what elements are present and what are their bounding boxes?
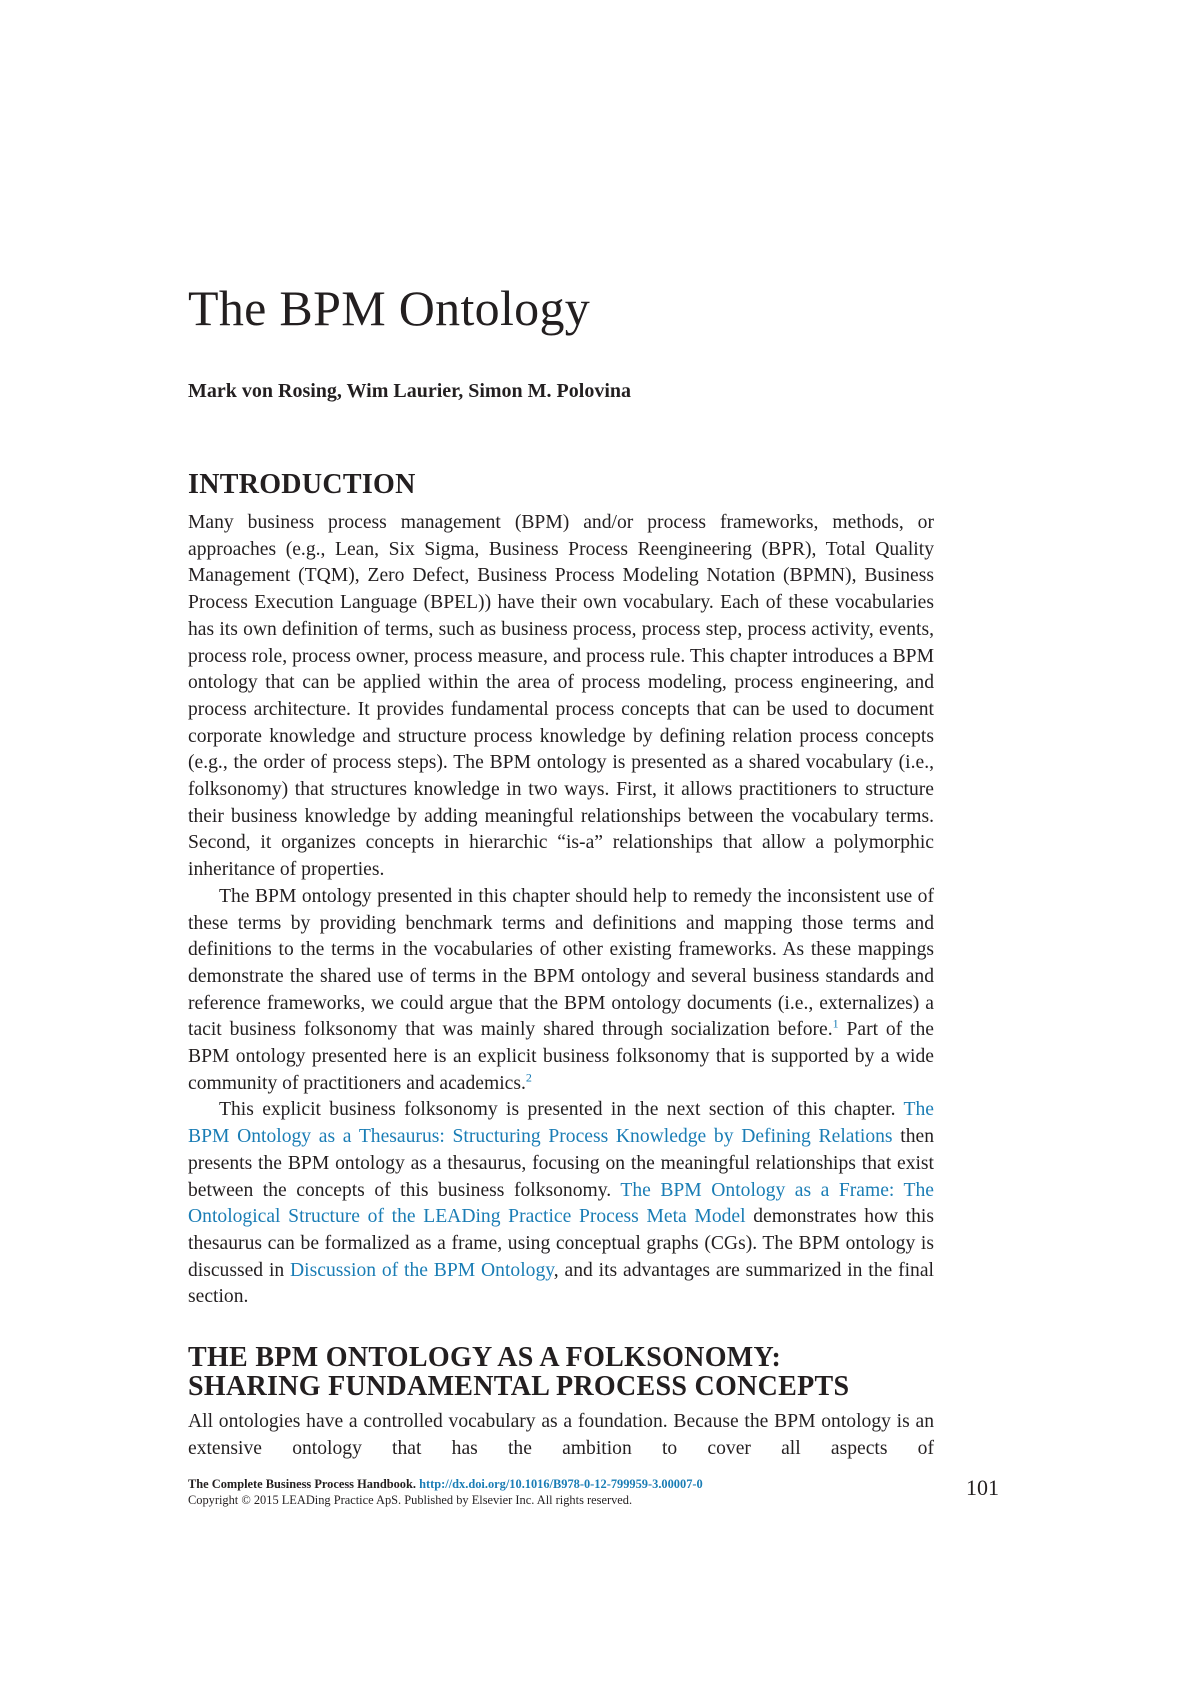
intro-paragraph-1: Many business process management (BPM) and/or process frameworks, methods, or approaches (e.g., Lean, Six Sigma, Business Process Reengineering (BPR), Total Quality Management (TQM), Zero Defect, Business Process Modeling Notation (BPMN), Business Process Execution Language (BPEL)) have their own vocabulary. Each of these vocabularies has its own definition of terms, such as business process, process step, process activity, events, process role, process owner, process measure, and process rule. This chapter introduces a BPM ontology that can be applied within the area of process modeling, process engineering, and process architecture. It provides fundamental process concepts that can be used to document corporate knowledge and structure process knowledge by defining relation process concepts (e.g., the order of process steps). The BPM ontology is presented as a shared vocabulary (i.e., folksonomy) that structures knowledge in two ways. First, it allows practitioners to structure their business knowledge by adding meaningful relationships between the vocabulary terms. Second, it organizes concepts in hierarchic “is-a” relationships that allow a polymorphic inheritance of properties.: [188, 512, 934, 881]
page-title: The BPM Ontology: [188, 280, 591, 336]
intro-paragraph-3-text-b: then presents the BPM ontology as a thesaurus, focusing on the meaningful relationships that exist between the concepts of this business folksonomy.: [188, 1126, 934, 1201]
intro-paragraph-3: [188, 1097, 934, 1311]
introduction-heading: INTRODUCTION: [188, 469, 416, 500]
intro-paragraph-3-text-d: , and its advantages are summarized in the final section.: [188, 1259, 934, 1308]
intro-paragraph-2-text-a: The BPM ontology presented in this chapter should help to remedy the inconsistent use of these terms by providing benchmark terms and definitions and mapping those terms and definitions to the terms in the vocabularies of other existing frameworks. As these mappings demonstrate the shared use of terms in the BPM ontology and several business standards and reference frameworks, we could argue that the BPM ontology documents (i.e., externalizes) a tacit business folksonomy that was mainly shared through socialization before.: [188, 885, 934, 1041]
intro-paragraph-2: [188, 884, 934, 1098]
folksonomy-heading-line-1: THE BPM ONTOLOGY AS A FOLKSONOMY:: [188, 1342, 782, 1373]
folksonomy-section: [188, 1343, 934, 1462]
footer-doi-link[interactable]: http://dx.doi.org/10.1016/B978-0-12-799959-3.00007-0: [419, 1477, 703, 1491]
section-link-discussion[interactable]: Discussion of the BPM Ontology: [290, 1259, 554, 1281]
page-number: 101: [966, 1475, 999, 1500]
intro-paragraph-3-text-a: This explicit business folksonomy is presented in the next section of this chapter.: [219, 1099, 904, 1121]
authors: Mark von Rosing, Wim Laurier, Simon M. Polovina: [188, 380, 632, 402]
page-footer: [188, 1476, 703, 1508]
section-link-thesaurus[interactable]: The BPM Ontology as a Thesaurus: Structuring Process Knowledge by Defining Relations: [188, 1099, 934, 1148]
footer-copyright: Copyright © 2015 LEADing Practice ApS. Published by Elsevier Inc. All rights reserved.: [188, 1493, 633, 1507]
section-link-frame[interactable]: The BPM Ontology as a Frame: The Ontological Structure of the LEADing Practice Process Meta Model: [188, 1179, 934, 1228]
footer-citation: [188, 1476, 703, 1492]
intro-paragraph-3-text-c: demonstrates how this thesaurus can be formalized as a frame, using conceptual graphs (CGs). The BPM ontology is discussed in: [188, 1206, 934, 1281]
footer-book-title: The Complete Business Process Handbook.: [188, 1477, 416, 1491]
footnote-ref-2[interactable]: 2: [525, 1070, 532, 1085]
intro-paragraph-2-text-b: Part of the BPM ontology presented here is an explicit business folksonomy that is supported by a wide community of practitioners and academics.: [188, 1019, 934, 1094]
introduction-section: [188, 470, 934, 1311]
footnote-ref-1[interactable]: 1: [832, 1016, 839, 1031]
folksonomy-heading-line-2: SHARING FUNDAMENTAL PROCESS CONCEPTS: [188, 1371, 850, 1402]
folksonomy-paragraph-1: All ontologies have a controlled vocabulary as a foundation. Because the BPM ontology is an extensive ontology that has the ambition to cover all aspects of: [188, 1411, 934, 1459]
